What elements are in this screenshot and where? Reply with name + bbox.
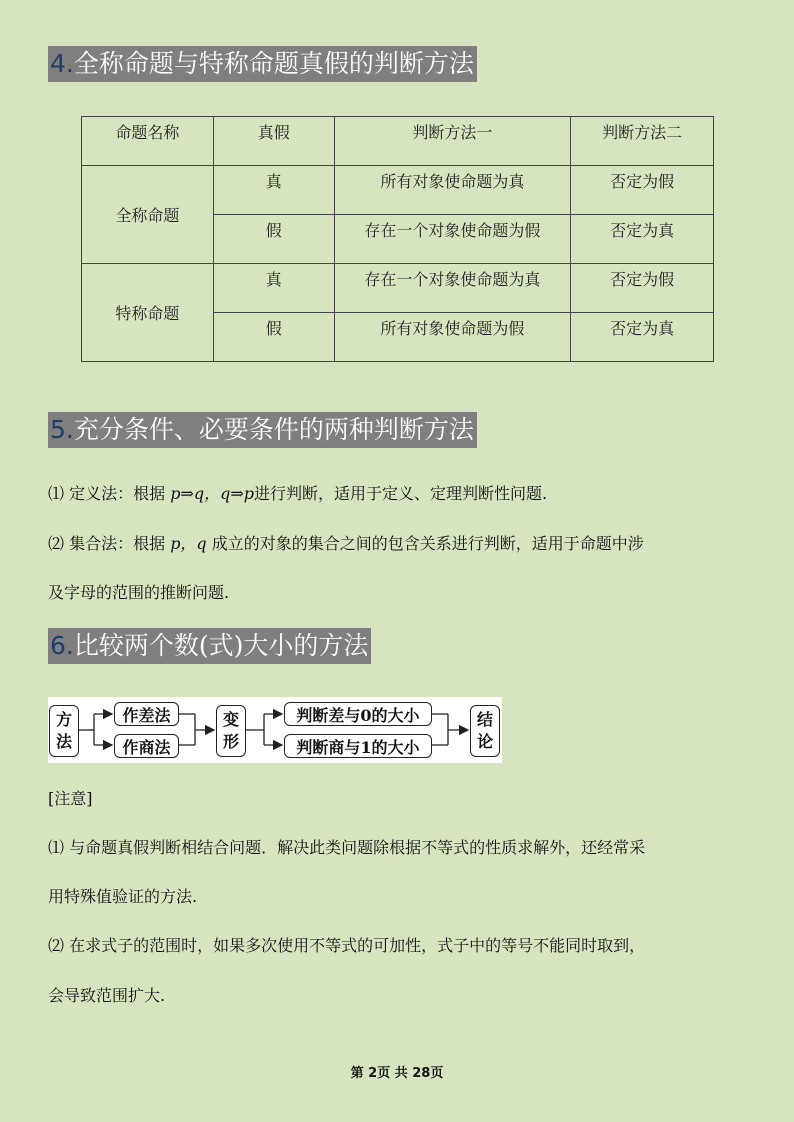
section-number: 5. — [50, 415, 74, 444]
math-expression: p，q — [170, 534, 207, 553]
note-2-line-2: 会导致范围扩大. — [48, 986, 166, 1005]
method2-cell: 否定为假 — [571, 264, 714, 313]
truth-cell: 真 — [213, 264, 334, 313]
transform-box — [216, 705, 246, 757]
set-method-paragraph-cont: 及字母的范围的推断问题. — [48, 583, 230, 602]
method1-cell: 所有对象使命题为假 — [334, 313, 571, 362]
section-number: 6. — [50, 631, 74, 660]
method2-cell: 否定为真 — [571, 215, 714, 264]
set-method-paragraph — [48, 532, 742, 556]
proposition-table — [81, 116, 714, 362]
para-text: 成立的对象的集合之间的包含关系进行判断，适用于命题中涉 — [206, 534, 644, 553]
header-cell: 真假 — [213, 117, 334, 166]
note-2-line-1: ⑵ 在求式子的范围时，如果多次使用不等式的可加性，式子中的等号不能同时取到， — [48, 936, 646, 955]
quotient-method-box: 作商法 — [114, 734, 179, 758]
table-header-row — [82, 117, 714, 166]
judge-difference-box: 判断差与0的大小 — [284, 702, 432, 726]
para-text: ⑵ 集合法：根据 — [48, 534, 171, 553]
section-6-heading — [48, 628, 371, 664]
section-title: 比较两个数(式)大小的方法 — [73, 631, 369, 660]
truth-cell: 假 — [213, 215, 334, 264]
page-footer: 第 2页 共 28页 — [350, 1066, 444, 1081]
note-1-line-2: 用特殊值验证的方法. — [48, 887, 198, 906]
method1-cell: 存在一个对象使命题为真 — [334, 264, 571, 313]
method2-cell: 否定为真 — [571, 313, 714, 362]
math-expression: p⇒q，q⇒p — [170, 484, 254, 503]
proposition-name: 特称命题 — [82, 264, 214, 362]
note-1-line-1: ⑴ 与命题真假判断相结合问题．解决此类问题除根据不等式的性质求解外，还经常采 — [48, 838, 646, 857]
section-title: 充分条件、必要条件的两种判断方法 — [73, 415, 474, 444]
section-5-heading — [48, 412, 477, 448]
conclusion-box — [470, 705, 500, 757]
difference-method-box: 作差法 — [114, 702, 179, 726]
box-char: 论 — [476, 732, 493, 751]
box-char: 法 — [55, 732, 72, 751]
table-row — [82, 166, 714, 215]
box-char: 变 — [222, 710, 239, 729]
table-row — [82, 264, 714, 313]
method2-cell: 否定为假 — [571, 166, 714, 215]
section-title: 全称命题与特称命题真假的判断方法 — [73, 49, 474, 78]
header-cell: 判断方法二 — [571, 117, 714, 166]
method1-cell: 存在一个对象使命题为假 — [334, 215, 571, 264]
truth-cell: 假 — [213, 313, 334, 362]
para-text: 进行判断，适用于定义、定理判断性问题. — [253, 484, 548, 503]
judge-quotient-box: 判断商与1的大小 — [284, 734, 432, 758]
box-char: 结 — [476, 710, 493, 729]
box-char: 形 — [222, 732, 239, 751]
para-text: ⑴ 定义法：根据 — [48, 484, 171, 503]
method1-cell: 所有对象使命题为真 — [334, 166, 571, 215]
truth-cell: 真 — [213, 166, 334, 215]
proposition-name: 全称命题 — [82, 166, 214, 264]
section-4-heading — [48, 46, 477, 82]
section-number: 4. — [50, 49, 74, 78]
method-start-box — [49, 705, 79, 757]
header-cell: 命题名称 — [82, 117, 214, 166]
notes-heading: [注意] — [48, 789, 93, 808]
header-cell: 判断方法一 — [334, 117, 571, 166]
definition-method-paragraph — [48, 482, 742, 506]
box-char: 方 — [55, 710, 72, 729]
comparison-flowchart — [48, 697, 502, 763]
